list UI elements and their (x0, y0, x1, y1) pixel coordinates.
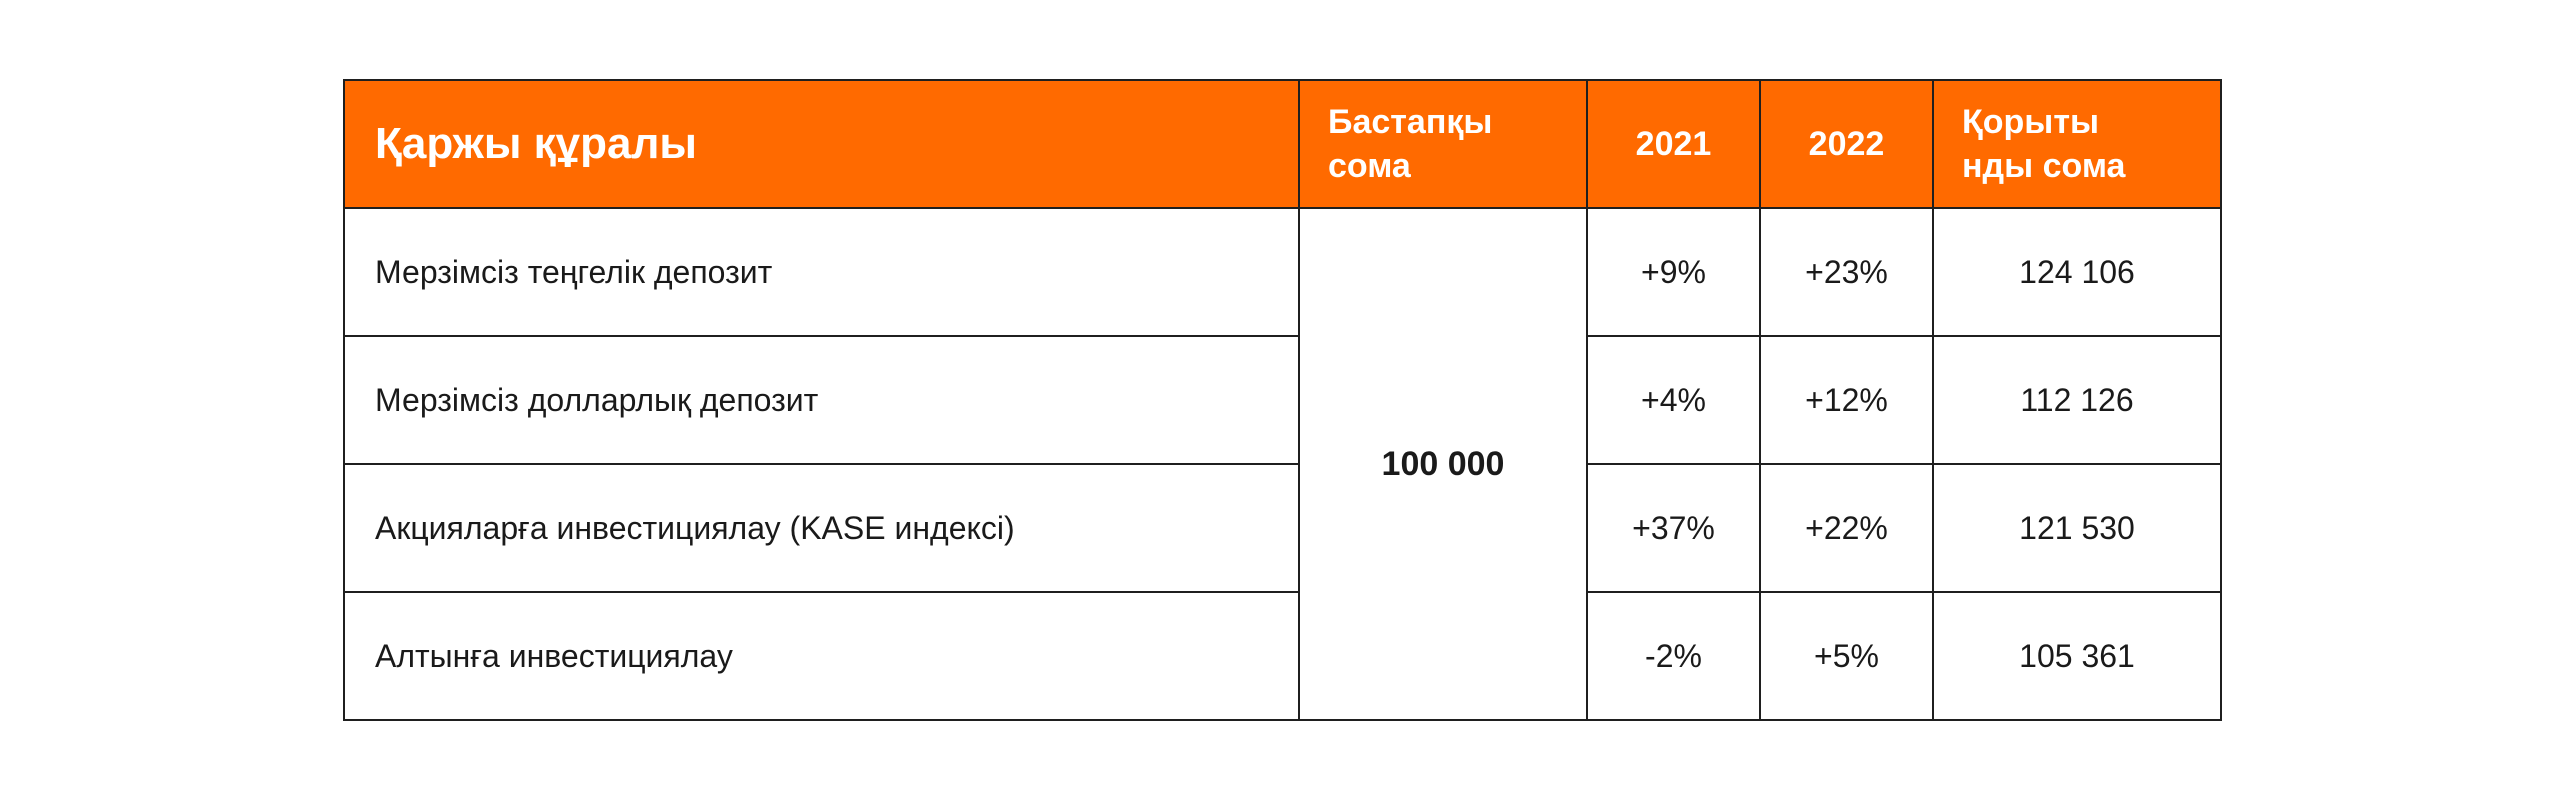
table-header-row (344, 80, 2221, 208)
financial-instruments-table (343, 79, 2222, 721)
row-2021-return: -2% (1587, 592, 1760, 720)
row-instrument-name: Мерзімсіз теңгелік депозит (344, 208, 1299, 336)
header-final-line1: Қорыты (1962, 103, 2100, 141)
initial-amount-cell: 100 000 (1299, 208, 1587, 720)
row-instrument-name: Акцияларға инвестициялау (KASE индексі) (344, 464, 1299, 592)
row-instrument-name: Мерзімсіз долларлық депозит (344, 336, 1299, 464)
header-final-line2: нды сома (1962, 147, 2126, 185)
row-2021-return: +37% (1587, 464, 1760, 592)
table-row (344, 592, 2221, 720)
row-2022-return: +23% (1760, 208, 1933, 336)
header-initial-amount (1299, 80, 1587, 208)
header-initial-line2: сома (1328, 147, 1411, 185)
row-instrument-name: Алтынға инвестициялау (344, 592, 1299, 720)
table-row (344, 208, 2221, 336)
row-final-amount: 105 361 (1933, 592, 2221, 720)
row-2022-return: +22% (1760, 464, 1933, 592)
row-2021-return: +9% (1587, 208, 1760, 336)
header-instrument: Қаржы құралы (344, 80, 1299, 208)
row-2022-return: +5% (1760, 592, 1933, 720)
row-final-amount: 124 106 (1933, 208, 2221, 336)
header-initial-line1: Бастапқы (1328, 103, 1493, 141)
row-2021-return: +4% (1587, 336, 1760, 464)
returns-table-container (343, 79, 2220, 721)
row-2022-return: +12% (1760, 336, 1933, 464)
header-final-amount (1933, 80, 2221, 208)
row-final-amount: 121 530 (1933, 464, 2221, 592)
table-row (344, 336, 2221, 464)
table-row (344, 464, 2221, 592)
header-year-2021: 2021 (1587, 80, 1760, 208)
row-final-amount: 112 126 (1933, 336, 2221, 464)
header-year-2022: 2022 (1760, 80, 1933, 208)
